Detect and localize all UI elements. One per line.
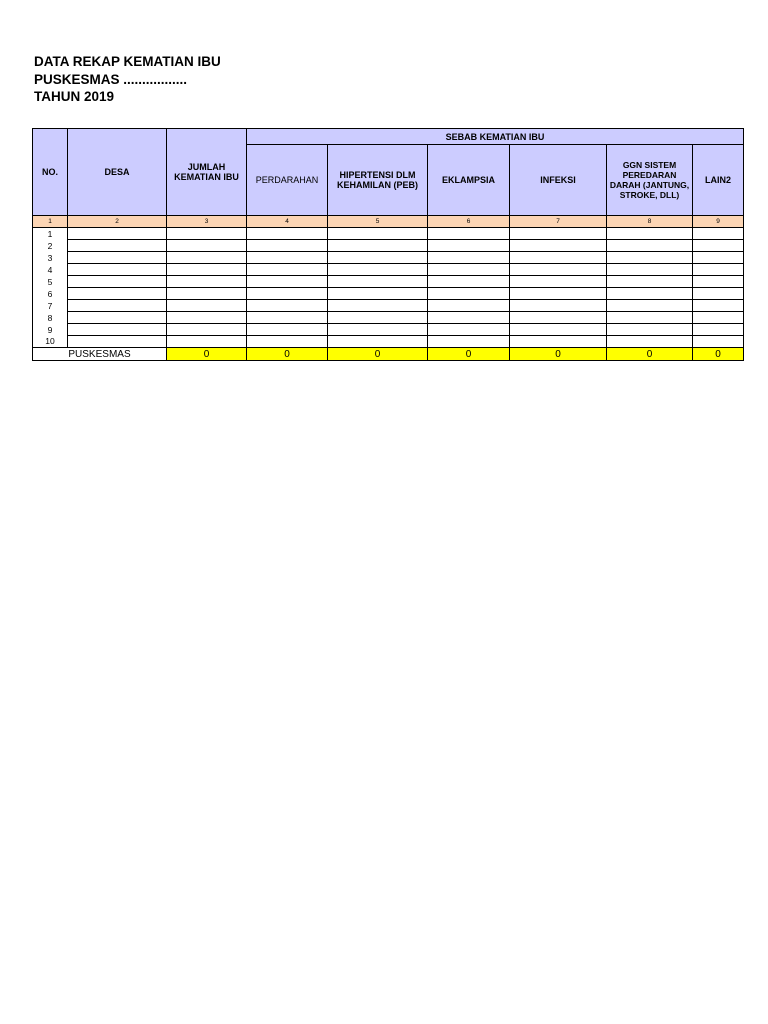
hipertensi-cell[interactable] bbox=[328, 240, 428, 252]
column-number: 2 bbox=[68, 216, 167, 228]
row-number: 3 bbox=[33, 252, 68, 264]
header-desa: DESA bbox=[68, 129, 167, 216]
perdarahan-cell[interactable] bbox=[247, 252, 328, 264]
ggn-cell[interactable] bbox=[607, 240, 693, 252]
perdarahan-cell[interactable] bbox=[247, 288, 328, 300]
total-label: PUSKESMAS bbox=[33, 348, 167, 361]
total-jumlah: 0 bbox=[167, 348, 247, 361]
infeksi-cell[interactable] bbox=[510, 264, 607, 276]
row-number: 1 bbox=[33, 228, 68, 240]
row-number: 8 bbox=[33, 312, 68, 324]
jumlah-cell[interactable] bbox=[167, 252, 247, 264]
row-number: 2 bbox=[33, 240, 68, 252]
eklampsia-cell[interactable] bbox=[428, 228, 510, 240]
perdarahan-cell[interactable] bbox=[247, 300, 328, 312]
total-lain2: 0 bbox=[693, 348, 744, 361]
eklampsia-cell[interactable] bbox=[428, 264, 510, 276]
ggn-cell[interactable] bbox=[607, 264, 693, 276]
ggn-cell[interactable] bbox=[607, 228, 693, 240]
ggn-cell[interactable] bbox=[607, 312, 693, 324]
row-number: 4 bbox=[33, 264, 68, 276]
jumlah-cell[interactable] bbox=[167, 240, 247, 252]
title-line-2: PUSKESMAS ................. bbox=[34, 71, 188, 87]
header-perdarahan: PERDARAHAN bbox=[247, 145, 328, 216]
header-jumlah-kematian: JUMLAH KEMATIAN IBU bbox=[167, 129, 247, 216]
infeksi-cell[interactable] bbox=[510, 288, 607, 300]
header-eklampsia: EKLAMPSIA bbox=[428, 145, 510, 216]
desa-cell[interactable] bbox=[68, 300, 167, 312]
lain2-cell[interactable] bbox=[693, 252, 744, 264]
desa-cell[interactable] bbox=[68, 228, 167, 240]
total-hipertensi: 0 bbox=[328, 348, 428, 361]
ggn-cell[interactable] bbox=[607, 252, 693, 264]
table-row bbox=[33, 264, 744, 276]
desa-cell[interactable] bbox=[68, 288, 167, 300]
ggn-cell[interactable] bbox=[607, 276, 693, 288]
perdarahan-cell[interactable] bbox=[247, 336, 328, 348]
hipertensi-cell[interactable] bbox=[328, 336, 428, 348]
eklampsia-cell[interactable] bbox=[428, 312, 510, 324]
total-row bbox=[33, 348, 744, 361]
desa-cell[interactable] bbox=[68, 324, 167, 336]
lain2-cell[interactable] bbox=[693, 312, 744, 324]
jumlah-cell[interactable] bbox=[167, 276, 247, 288]
ggn-cell[interactable] bbox=[607, 324, 693, 336]
desa-cell[interactable] bbox=[68, 264, 167, 276]
infeksi-cell[interactable] bbox=[510, 240, 607, 252]
title-line-1: DATA REKAP KEMATIAN IBU bbox=[34, 54, 221, 69]
ggn-cell[interactable] bbox=[607, 336, 693, 348]
lain2-cell[interactable] bbox=[693, 324, 744, 336]
hipertensi-cell[interactable] bbox=[328, 312, 428, 324]
total-ggn: 0 bbox=[607, 348, 693, 361]
column-number: 9 bbox=[693, 216, 744, 228]
perdarahan-cell[interactable] bbox=[247, 276, 328, 288]
perdarahan-cell[interactable] bbox=[247, 312, 328, 324]
eklampsia-cell[interactable] bbox=[428, 276, 510, 288]
hipertensi-cell[interactable] bbox=[328, 300, 428, 312]
column-number-row bbox=[33, 216, 744, 228]
rekap-table bbox=[32, 128, 744, 361]
eklampsia-cell[interactable] bbox=[428, 288, 510, 300]
hipertensi-cell[interactable] bbox=[328, 228, 428, 240]
header-lain2: LAIN2 bbox=[693, 145, 744, 216]
column-number: 7 bbox=[510, 216, 607, 228]
infeksi-cell[interactable] bbox=[510, 324, 607, 336]
row-number: 10 bbox=[33, 336, 68, 348]
perdarahan-cell[interactable] bbox=[247, 324, 328, 336]
header-infeksi: INFEKSI bbox=[510, 145, 607, 216]
infeksi-cell[interactable] bbox=[510, 336, 607, 348]
hipertensi-cell[interactable] bbox=[328, 324, 428, 336]
desa-cell[interactable] bbox=[68, 312, 167, 324]
eklampsia-cell[interactable] bbox=[428, 300, 510, 312]
hipertensi-cell[interactable] bbox=[328, 264, 428, 276]
row-number: 9 bbox=[33, 324, 68, 336]
lain2-cell[interactable] bbox=[693, 264, 744, 276]
perdarahan-cell[interactable] bbox=[247, 240, 328, 252]
header-no: NO. bbox=[33, 129, 68, 216]
lain2-cell[interactable] bbox=[693, 300, 744, 312]
table-row bbox=[33, 288, 744, 300]
header-sebab-kematian: SEBAB KEMATIAN IBU bbox=[247, 129, 744, 145]
ggn-cell[interactable] bbox=[607, 300, 693, 312]
infeksi-cell[interactable] bbox=[510, 312, 607, 324]
eklampsia-cell[interactable] bbox=[428, 336, 510, 348]
column-number: 5 bbox=[328, 216, 428, 228]
document-title bbox=[34, 53, 221, 106]
jumlah-cell[interactable] bbox=[167, 264, 247, 276]
perdarahan-cell[interactable] bbox=[247, 228, 328, 240]
table-row bbox=[33, 300, 744, 312]
hipertensi-cell[interactable] bbox=[328, 276, 428, 288]
total-perdarahan: 0 bbox=[247, 348, 328, 361]
column-number: 3 bbox=[167, 216, 247, 228]
row-number: 6 bbox=[33, 288, 68, 300]
header-hipertensi: HIPERTENSI DLM KEHAMILAN (PEB) bbox=[328, 145, 428, 216]
table-row bbox=[33, 228, 744, 240]
lain2-cell[interactable] bbox=[693, 276, 744, 288]
ggn-cell[interactable] bbox=[607, 288, 693, 300]
column-number: 4 bbox=[247, 216, 328, 228]
table-row bbox=[33, 252, 744, 264]
hipertensi-cell[interactable] bbox=[328, 288, 428, 300]
jumlah-cell[interactable] bbox=[167, 288, 247, 300]
title-line-3: TAHUN 2019 bbox=[34, 89, 115, 104]
row-number: 7 bbox=[33, 300, 68, 312]
infeksi-cell[interactable] bbox=[510, 276, 607, 288]
column-number: 1 bbox=[33, 216, 68, 228]
column-number: 8 bbox=[607, 216, 693, 228]
desa-cell[interactable] bbox=[68, 240, 167, 252]
lain2-cell[interactable] bbox=[693, 240, 744, 252]
jumlah-cell[interactable] bbox=[167, 228, 247, 240]
jumlah-cell[interactable] bbox=[167, 312, 247, 324]
infeksi-cell[interactable] bbox=[510, 228, 607, 240]
infeksi-cell[interactable] bbox=[510, 252, 607, 264]
desa-cell[interactable] bbox=[68, 276, 167, 288]
lain2-cell[interactable] bbox=[693, 288, 744, 300]
perdarahan-cell[interactable] bbox=[247, 264, 328, 276]
desa-cell[interactable] bbox=[68, 336, 167, 348]
table-row bbox=[33, 312, 744, 324]
lain2-cell[interactable] bbox=[693, 228, 744, 240]
jumlah-cell[interactable] bbox=[167, 336, 247, 348]
jumlah-cell[interactable] bbox=[167, 324, 247, 336]
header-ggn-sistem: GGN SISTEM PEREDARAN DARAH (JANTUNG, STROKE, DLL) bbox=[607, 145, 693, 216]
jumlah-cell[interactable] bbox=[167, 300, 247, 312]
row-number: 5 bbox=[33, 276, 68, 288]
table-row bbox=[33, 336, 744, 348]
table-row bbox=[33, 240, 744, 252]
eklampsia-cell[interactable] bbox=[428, 324, 510, 336]
table-row bbox=[33, 324, 744, 336]
desa-cell[interactable] bbox=[68, 252, 167, 264]
eklampsia-cell[interactable] bbox=[428, 252, 510, 264]
table-row bbox=[33, 276, 744, 288]
column-number: 6 bbox=[428, 216, 510, 228]
total-infeksi: 0 bbox=[510, 348, 607, 361]
total-eklampsia: 0 bbox=[428, 348, 510, 361]
infeksi-cell[interactable] bbox=[510, 300, 607, 312]
hipertensi-cell[interactable] bbox=[328, 252, 428, 264]
lain2-cell[interactable] bbox=[693, 336, 744, 348]
eklampsia-cell[interactable] bbox=[428, 240, 510, 252]
